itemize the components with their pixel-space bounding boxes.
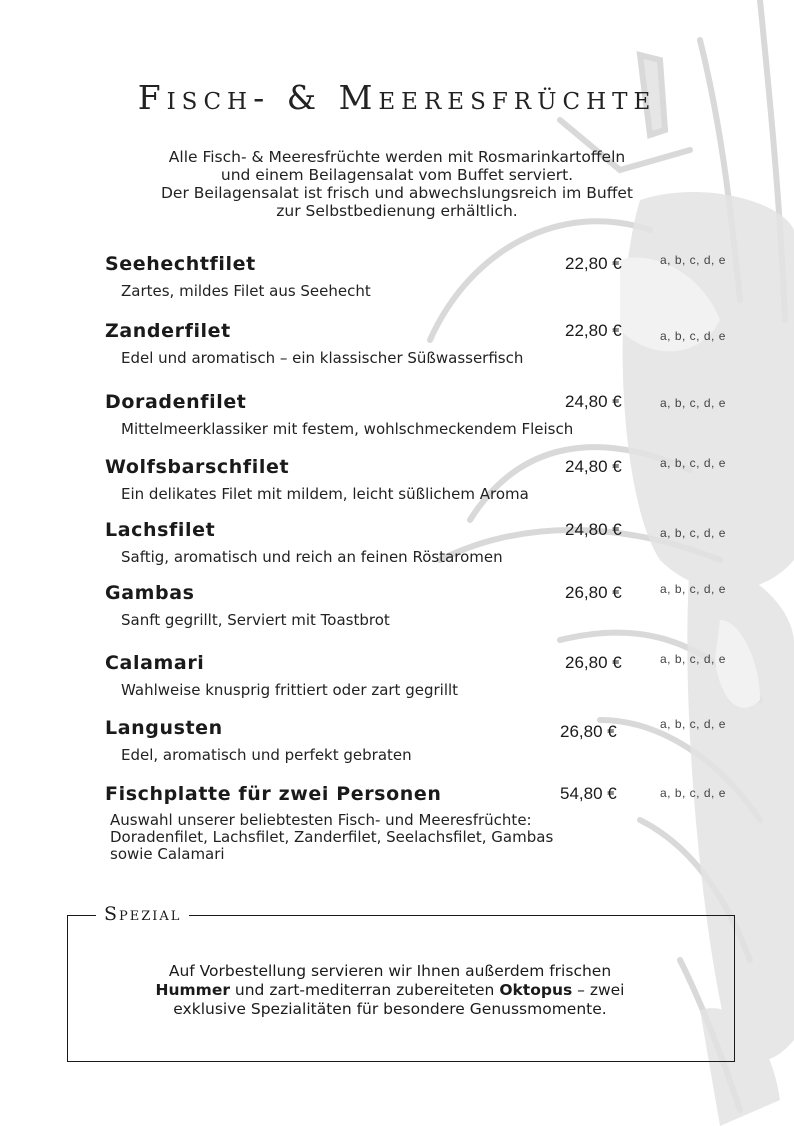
item-description: Mittelmeerklassiker mit festem, wohlschmeckendem Fleisch: [121, 420, 574, 438]
item-price: 22,80 €: [565, 321, 622, 340]
item-name: Gambas: [105, 582, 195, 604]
item-name: Lachsfilet: [105, 519, 216, 541]
item-allergens: a, b, c, d, e: [660, 786, 726, 800]
item-name: Fischplatte für zwei Personen: [105, 783, 442, 805]
item-allergens: a, b, c, d, e: [660, 582, 726, 596]
item-description: Edel, aromatisch und perfekt gebraten: [121, 746, 412, 764]
spezial-line-mid: und zart-mediterran zubereiteten: [229, 981, 500, 999]
item-description: Ein delikates Filet mit mildem, leicht süßlichem Aroma: [121, 485, 529, 503]
item-price: 24,80 €: [565, 520, 622, 539]
item-description-line: sowie Calamari: [110, 845, 225, 863]
intro-line: zur Selbstbedienung erhältlich.: [276, 202, 518, 220]
spezial-title-text: Spezial: [104, 903, 182, 925]
item-price: 26,80 €: [565, 653, 622, 672]
spezial-line: exklusive Spezialitäten für besondere Genussmomente.: [173, 1000, 607, 1018]
item-allergens: a, b, c, d, e: [660, 396, 726, 410]
spezial-line: Auf Vorbestellung servieren wir Ihnen außerdem frischen: [168, 962, 612, 980]
spezial-line: [67, 981, 713, 1000]
item-description: Saftig, aromatisch und reich an feinen Röstaromen: [121, 548, 503, 566]
item-name: Wolfsbarschfilet: [105, 456, 290, 478]
item-price: 24,80 €: [565, 457, 622, 476]
spezial-text: [67, 962, 713, 1019]
item-price: 26,80 €: [565, 583, 622, 602]
spezial-oktopus: Oktopus: [499, 981, 573, 999]
item-description-line: Auswahl unserer beliebtesten Fisch- und Meeresfrüchte:: [110, 811, 532, 829]
item-allergens: a, b, c, d, e: [660, 652, 726, 666]
item-name: Doradenfilet: [105, 391, 247, 413]
item-price: 24,80 €: [565, 392, 622, 411]
item-name: Zanderfilet: [105, 320, 231, 342]
item-name: Calamari: [105, 652, 205, 674]
item-allergens: a, b, c, d, e: [660, 456, 726, 470]
intro-text: [100, 148, 694, 220]
item-allergens: a, b, c, d, e: [660, 253, 726, 267]
item-description: [110, 812, 630, 863]
item-price: 54,80 €: [560, 784, 617, 803]
item-description: Sanft gegrillt, Serviert mit Toastbrot: [121, 611, 390, 629]
item-allergens: a, b, c, d, e: [660, 329, 726, 343]
intro-line: Der Beilagensalat ist frisch und abwechslungsreich im Buffet: [161, 184, 633, 202]
item-allergens: a, b, c, d, e: [660, 526, 726, 540]
spezial-hummer: Hummer: [155, 981, 230, 999]
intro-line: Alle Fisch- & Meeresfrüchte werden mit Rosmarinkartoffeln: [168, 148, 626, 166]
item-allergens: a, b, c, d, e: [660, 717, 726, 731]
item-price: 26,80 €: [560, 722, 617, 741]
spezial-line-end: – zwei: [572, 981, 625, 999]
spezial-title: [96, 903, 189, 925]
item-description: Zartes, mildes Filet aus Seehecht: [121, 282, 371, 300]
item-name: Seehechtfilet: [105, 253, 256, 275]
item-description-line: Doradenfilet, Lachsfilet, Zanderfilet, Seelachsfilet, Gambas: [110, 828, 554, 846]
item-name: Langusten: [105, 717, 223, 739]
item-description: Wahlweise knusprig frittiert oder zart gegrillt: [121, 681, 459, 699]
intro-line: und einem Beilagensalat vom Buffet serviert.: [220, 166, 574, 184]
page-title: Fisch- & Meeresfrüchte: [137, 78, 657, 117]
item-price: 22,80 €: [565, 254, 622, 273]
item-description: Edel und aromatisch – ein klassischer Süßwasserfisch: [121, 349, 524, 367]
